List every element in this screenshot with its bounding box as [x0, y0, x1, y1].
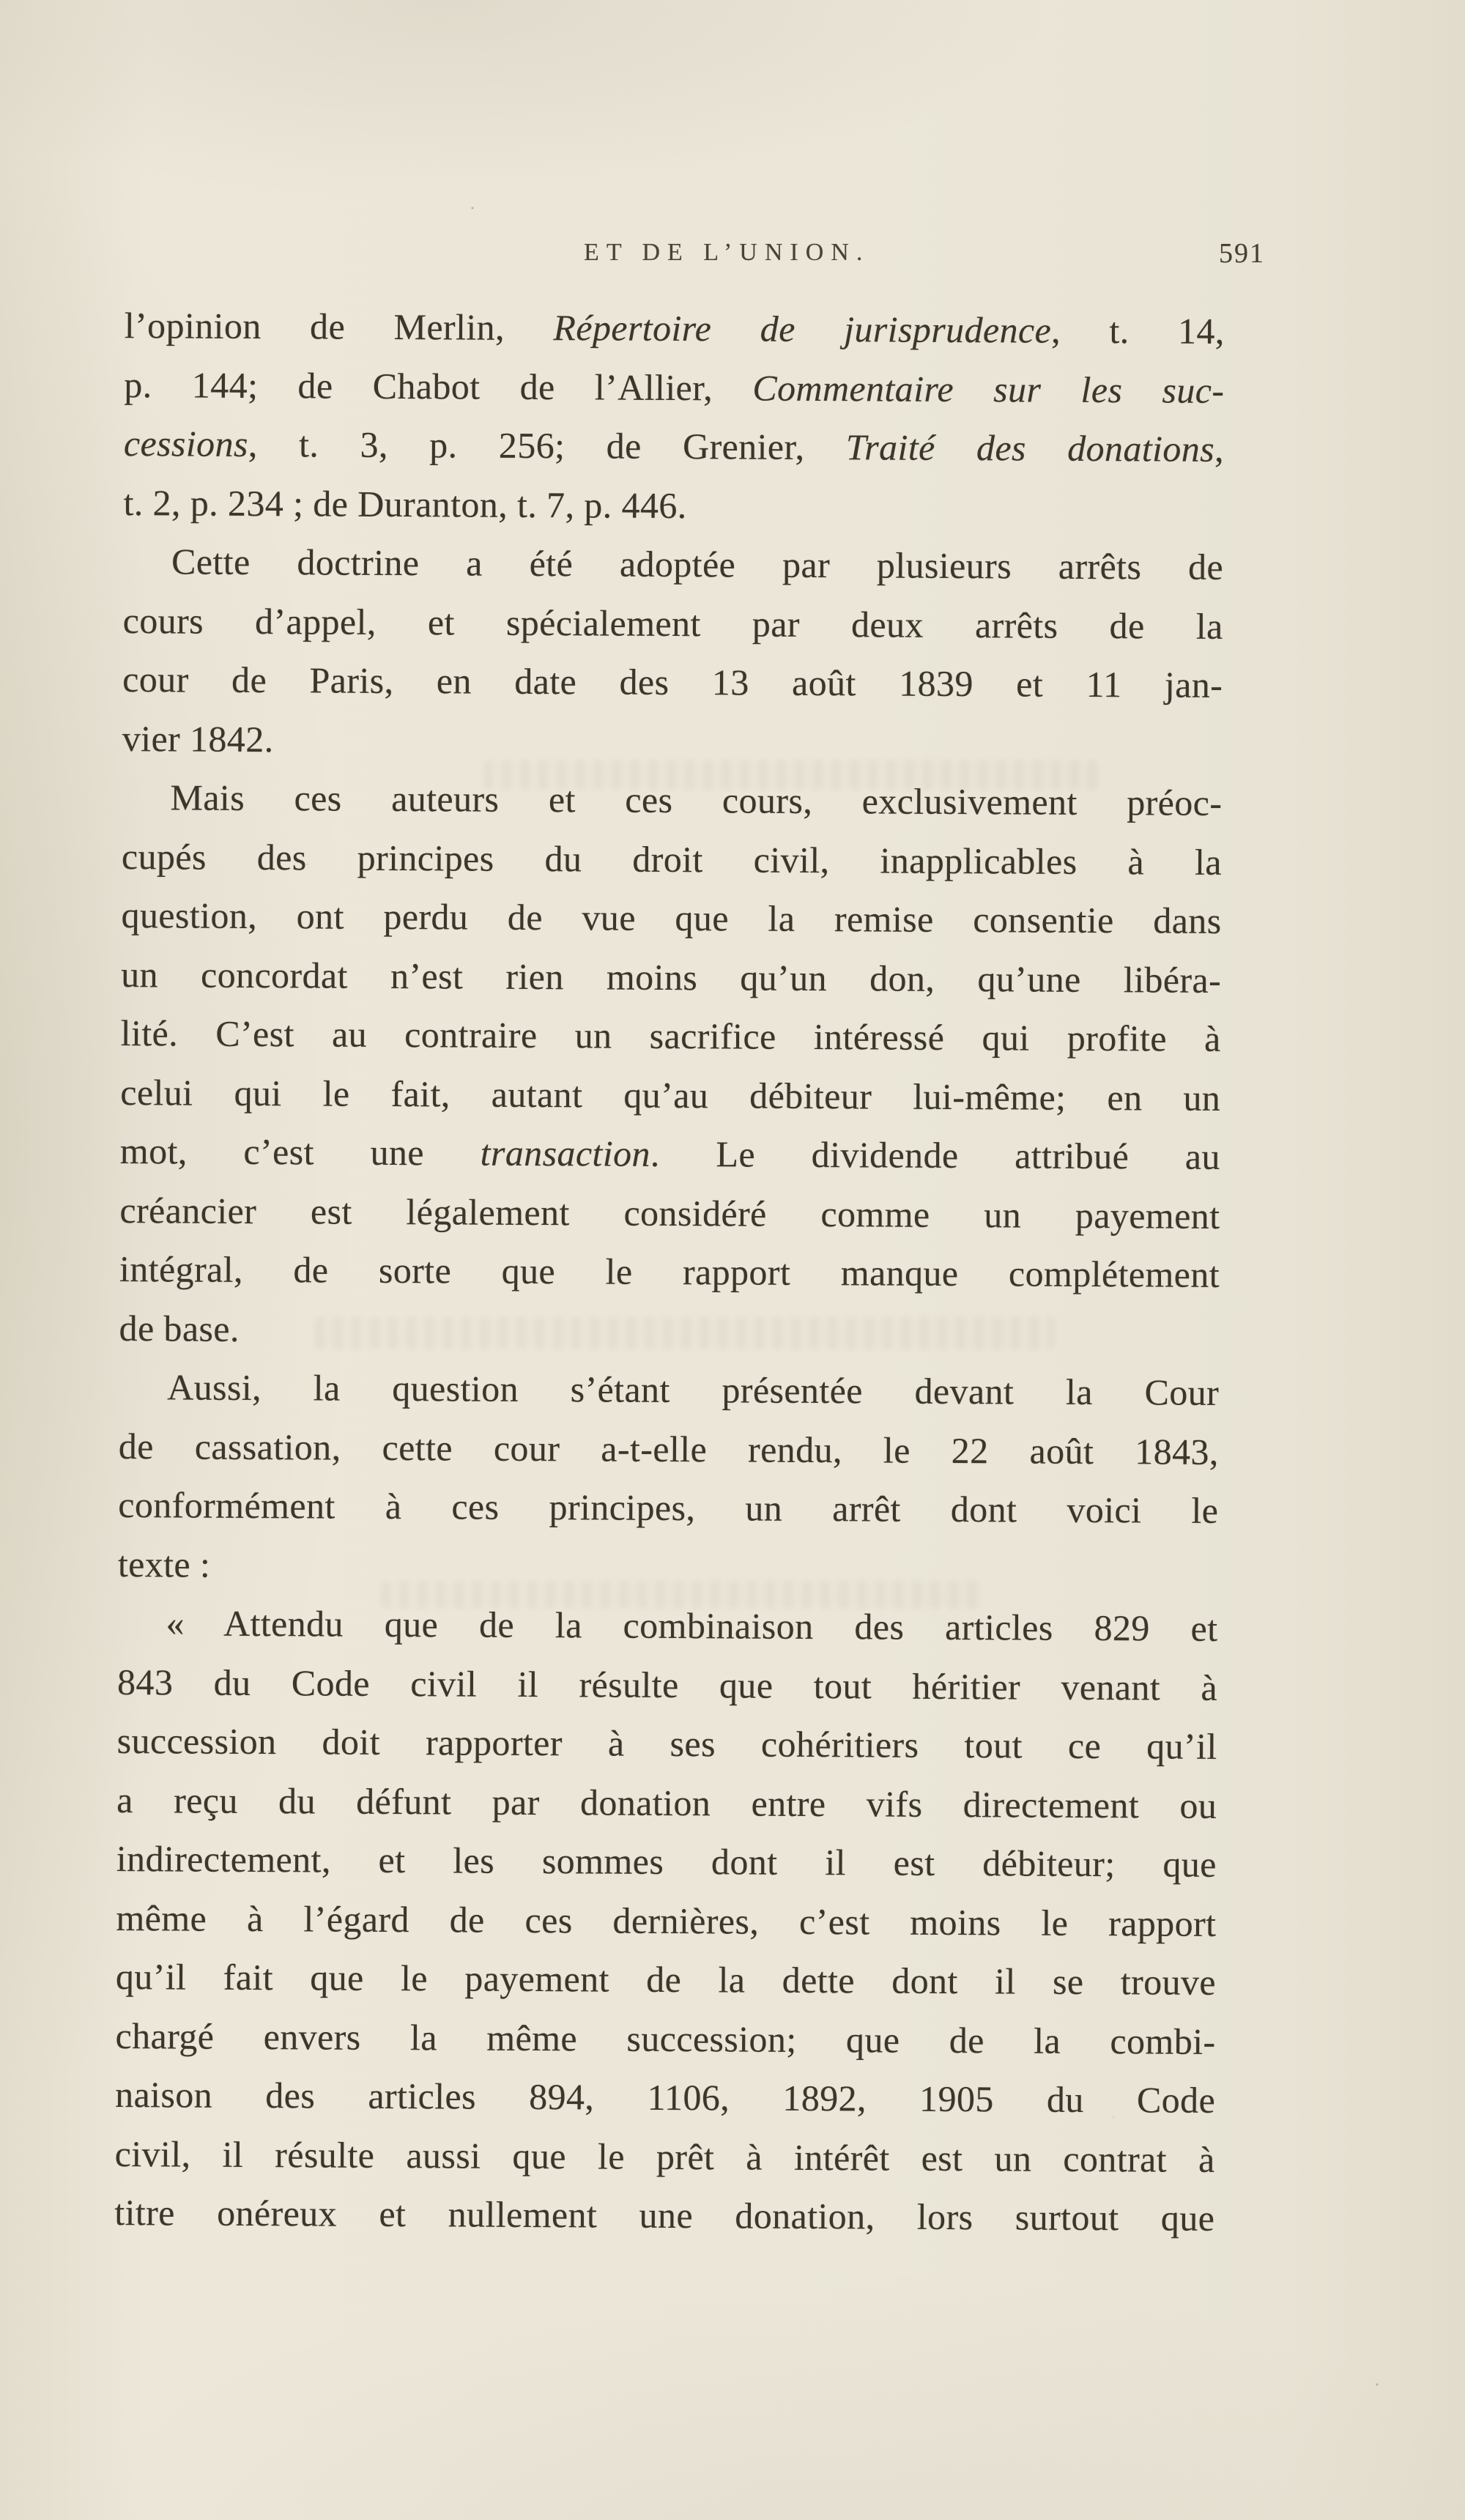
text-line — [119, 1181, 1220, 1245]
text-line — [119, 1417, 1219, 1481]
text-line — [116, 1711, 1217, 1776]
text-run: , — [1214, 428, 1225, 470]
text-line — [121, 1004, 1221, 1068]
text-run: lité. C’est au contraire un sacrifice intéressé qui profite à — [120, 1012, 1221, 1059]
text-line — [117, 1653, 1217, 1717]
italic-text-run: transaction — [480, 1132, 651, 1174]
text-run: l’opinion de Merlin, — [124, 305, 554, 349]
text-run: , t. 3, p. 256; de Grenier, — [248, 423, 846, 468]
text-run: texte : — [117, 1543, 211, 1585]
text-line — [118, 1535, 1218, 1599]
text-run: t. 2, p. 234 ; de Duranton, t. 7, p. 446. — [123, 481, 687, 526]
text-run: . Le dividende attribué au — [650, 1133, 1221, 1177]
text-block — [114, 296, 1225, 2247]
italic-text-run: Répertoire de jurisprudence — [553, 307, 1052, 351]
italic-text-run: cessions — [123, 423, 248, 464]
text-run: cours d’appel, et spécialement par deux arrêts de la — [122, 599, 1223, 647]
italic-text-run: Traité des donations — [845, 426, 1215, 470]
text-run: indirectement, et les sommes dont il est débiteur; que — [116, 1838, 1217, 1885]
text-line — [119, 1239, 1220, 1304]
text-run: chargé envers la même succession; que de la combi- — [115, 2015, 1216, 2062]
text-line — [119, 1299, 1219, 1363]
text-run: vier 1842. — [122, 717, 274, 760]
text-line — [116, 1889, 1216, 1953]
text-line — [117, 1593, 1217, 1658]
text-line — [116, 1771, 1217, 1835]
text-line — [114, 2183, 1214, 2247]
text-run: même à l’égard de ces dernières, c’est moins le rapport — [116, 1897, 1217, 1944]
text-run: civil, il résulte aussi que le prêt à intérêt est un contrat à — [114, 2132, 1215, 2180]
text-line — [120, 1122, 1220, 1186]
text-run: celui qui le fait, autant qu’au débiteur lui-même; en un — [120, 1071, 1221, 1119]
text-run: qu’il fait que le payement de la dette dont il se trouve — [115, 1956, 1217, 2003]
running-title: ET DE L’UNION. — [584, 239, 870, 266]
text-run: cupés des principes du droit civil, inapplicables à la — [121, 835, 1223, 883]
text-line — [125, 296, 1225, 360]
text-run: Aussi, la question s’étant présentée devant la Cour — [167, 1366, 1220, 1413]
text-run: créancier est légalement considéré comme un payement — [119, 1189, 1220, 1237]
text-line — [116, 1947, 1216, 2012]
text-run: intégral, de sorte que le rapport manque complétement — [119, 1248, 1220, 1295]
page-number: 591 — [1219, 238, 1265, 269]
text-line — [122, 709, 1223, 774]
text-line — [122, 827, 1222, 892]
text-line — [115, 2124, 1215, 2189]
text-run: mot, c’est une — [119, 1130, 481, 1174]
text-line — [118, 1475, 1218, 1540]
text-line — [121, 886, 1221, 950]
text-run: Mais ces auteurs et ces cours, exclusivement préoc- — [170, 777, 1223, 823]
text-line — [123, 532, 1223, 596]
text-run: Cette doctrine a été adoptée par plusieurs arrêts de — [171, 541, 1224, 588]
text-run: , t. 14, — [1050, 309, 1225, 352]
text-line — [122, 768, 1222, 832]
text-line — [116, 1829, 1217, 1894]
text-run: a reçu du défunt par donation entre vifs directement ou — [116, 1779, 1217, 1826]
text-run: p. 144; de Chabot de l’Allier, — [124, 363, 753, 409]
text-line — [123, 473, 1223, 538]
text-run: naison des articles 894, 1106, 1892, 1905 du Code — [115, 2074, 1216, 2121]
text-run: titre onéreux et nullement une donation, lors surtout que — [114, 2192, 1215, 2239]
text-run: cour de Paris, en date des 13 août 1839 et 11 jan- — [122, 659, 1223, 705]
text-line — [119, 1357, 1219, 1422]
text-run: succession doit rapporter à ses cohéritiers tout ce qu’il — [116, 1720, 1217, 1767]
text-run: « Attendu que de la combinaison des articles 829 et — [166, 1602, 1218, 1649]
text-line — [122, 591, 1223, 656]
text-line — [120, 1063, 1220, 1127]
text-line — [124, 355, 1224, 420]
text-run: question, ont perdu de vue que la remise consentie dans — [121, 894, 1222, 941]
text-line — [122, 650, 1223, 714]
text-line — [115, 2065, 1215, 2130]
text-run: un concordat n’est rien moins qu’un don, qu’une libéra- — [121, 953, 1222, 1001]
text-run: de base. — [119, 1307, 240, 1349]
running-head — [0, 239, 1465, 283]
text-line — [124, 414, 1224, 478]
text-run: 843 du Code civil il résulte que tout héritier venant à — [116, 1661, 1218, 1708]
text-run: conformément à ces principes, un arrêt dont voici le — [118, 1484, 1219, 1531]
text-line — [121, 945, 1221, 1009]
italic-text-run: Commentaire sur les suc- — [752, 367, 1225, 411]
text-line — [115, 2006, 1215, 2071]
text-run: de cassation, cette cour a-t-elle rendu, le 22 août 1843, — [118, 1425, 1219, 1472]
